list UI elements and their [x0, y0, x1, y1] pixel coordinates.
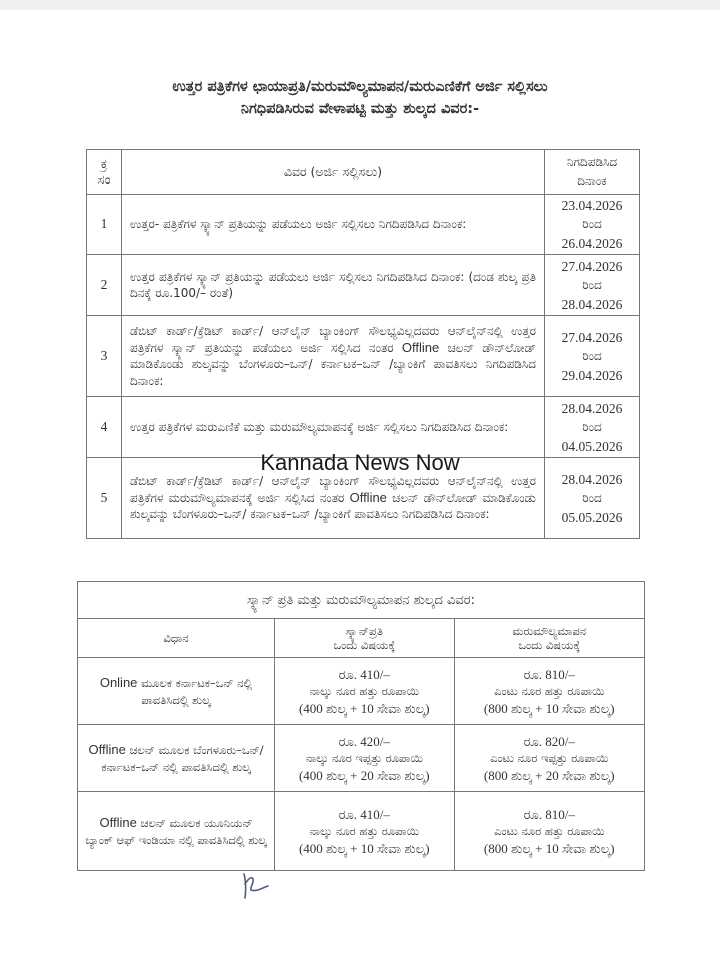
fee-row — [78, 792, 645, 871]
fee-method-text: ಚಲನ್ ಮೂಲಕ ಯೂನಿಯನ್ ಬ್ಯಾಂಕ್ ಆಫ್ ಇಂಡಿಯಾ ನಲ್ಲಿ ಪಾವತಿಸಿದಲ್ಲಿ ಶುಲ್ಕ — [85, 815, 267, 847]
date-mid: ರಿಂದ — [582, 419, 602, 434]
fee-method — [78, 658, 275, 725]
header-date — [545, 150, 640, 195]
date-to: 26.04.2026 — [561, 236, 623, 251]
row-desc-offline: Offline — [349, 489, 387, 505]
header-scan — [275, 619, 454, 658]
row-date — [545, 255, 640, 316]
fee-method — [78, 792, 275, 871]
header-sl-no — [87, 150, 122, 195]
row-desc-part-a: ಡೆಬಿಟ್ ಕಾರ್ಡ್/ಕ್ರೆಡಿಟ್ ಕಾರ್ಡ್/ ಆನ್‌ಲೈನ್ ಬ್ಯಾಂಕಿಂಗ್ ಸೌಲಭ್ಯವಿಲ್ಲದವರು ಆನ್‌ಲೈನ್‌ನಲ್ಲಿ ಉತ್ತರ ಪತ್ರಿಕೆಗಳ ಸ್ಕ್ಯಾನ್ ಪ್ರತಿಯನ್ನು ಪಡೆಯಲು ಅರ್ಜಿ ಸಲ್ಲಿಸಿದ ನಂತರ — [130, 324, 536, 355]
schedule-row — [87, 458, 640, 539]
scan-amount: ರೂ. 410/– — [338, 806, 390, 822]
row-desc: ಉತ್ತರ- ಪತ್ರಿಕೆಗಳ ಸ್ಕ್ಯಾನ್ ಪ್ರತಿಯನ್ನು ಪಡೆಯಲು ಅರ್ಜಿ ಸಲ್ಲಿಸಲು ನಿಗದಿಪಡಿಸಿದ ದಿನಾಂಕ: — [122, 195, 545, 255]
row-desc: ಉತ್ತರ ಪತ್ರಿಕೆಗಳ ಮರುಎಣಿಕೆ ಮತ್ತು ಮರುಮೌಲ್ಯಮಾಪನಕ್ಕೆ ಅರ್ಜಿ ಸಲ್ಲಿಸಲು ನಿಗದಿಪಡಿಸಿದ ದಿನಾಂಕ: — [122, 397, 545, 458]
fee-method-mode: Offline — [88, 741, 126, 757]
schedule-table — [86, 149, 640, 539]
schedule-header-row — [87, 150, 640, 195]
reval-amount: ರೂ. 810/– — [523, 806, 575, 822]
fee-method-mode: Offline — [99, 814, 137, 830]
date-from: 23.04.2026 — [561, 198, 623, 213]
row-desc-part-a: ಡೆಬಿಟ್ ಕಾರ್ಡ್/ಕ್ರೆಡಿಟ್ ಕಾರ್ಡ್/ ಆನ್‌ಲೈನ್ ಬ್ಯಾಂಕಿಂಗ್ ಸೌಲಭ್ಯವಿಲ್ಲದವರು ಆನ್‌ಲೈನ್‌ನಲ್ಲಿ ಉತ್ತರ ಪತ್ರಿಕೆಗಳ ಮರುಮೌಲ್ಯಮಾಪನಕ್ಕೆ ಅರ್ಜಿ ಸಲ್ಲಿಸಿದ ನಂತರ — [130, 474, 536, 505]
fee-reval — [454, 725, 644, 792]
header-reval-line2: ಒಂದು ವಿಷಯಕ್ಕೆ — [518, 638, 581, 652]
header-date-line2: ದಿನಾಂಕ — [577, 174, 607, 188]
row-date — [545, 397, 640, 458]
date-to: 04.05.2026 — [561, 438, 623, 454]
fee-scan — [275, 792, 454, 871]
scan-words: ನಾಲ್ಕು ನೂರ ಹತ್ತು ರೂಪಾಯಿ — [309, 823, 419, 838]
page-title — [80, 76, 640, 120]
date-from: 28.04.2026 — [561, 400, 623, 416]
row-desc — [122, 458, 545, 539]
reval-breakdown: (800 ಶುಲ್ಕ + 10 ಸೇವಾ ಶುಲ್ಕ) — [483, 840, 615, 856]
header-date-line1: ನಿಗದಿಪಡಿಸಿದ — [566, 155, 618, 169]
row-desc-offline: Offline — [401, 339, 440, 355]
date-mid: ರಿಂದ — [582, 490, 602, 505]
date-mid: ರಿಂದ — [582, 277, 602, 292]
reval-amount: ರೂ. 810/– — [523, 666, 575, 682]
row-desc-part-b: ಚಲನ್ ಡೌನ್‌ಲೋಡ್ ಮಾಡಿಕೊಂಡು ಶುಲ್ಕವನ್ನು ಬೆಂಗಳೂರು–ಒನ್/ ಕರ್ನಾಟಕ–ಒನ್ /ಬ್ಯಾಂಕಿಗೆ ಪಾವತಿಸಲು ನಿಗದಿಪಡಿಸಿದ ದಿನಾಂಕ: — [130, 340, 536, 388]
date-mid: ರಿಂದ — [582, 217, 602, 231]
header-details: ವಿವರ (ಅರ್ಜಿ ಸಲ್ಲಿಸಲು) — [122, 150, 545, 195]
fee-method — [78, 725, 275, 792]
header-reval-line1: ಮರುಮೌಲ್ಯಮಾಪನ — [512, 624, 587, 638]
row-sl: 5 — [87, 458, 122, 539]
fee-reval — [454, 658, 644, 725]
reval-breakdown: (800 ಶುಲ್ಕ + 20 ಸೇವಾ ಶುಲ್ಕ) — [483, 767, 615, 783]
reval-breakdown: (800 ಶುಲ್ಕ + 10 ಸೇವಾ ಶುಲ್ಕ) — [483, 700, 615, 716]
row-sl: 3 — [87, 316, 122, 397]
row-sl: 4 — [87, 397, 122, 458]
schedule-row — [87, 255, 640, 316]
scan-breakdown: (400 ಶುಲ್ಕ + 10 ಸೇವಾ ಶುಲ್ಕ) — [298, 840, 430, 856]
title-line-1: ಉತ್ತರ ಪತ್ರಿಕೆಗಳ ಛಾಯಾಪ್ರತಿ/ಮರುಮೌಲ್ಯಮಾಪನ/ಮರುಎಣಿಕೆಗೆ ಅರ್ಜಿ ಸಲ್ಲಿಸಲು — [172, 79, 548, 95]
header-method: ವಿಧಾನ — [78, 619, 275, 658]
fee-row — [78, 658, 645, 725]
row-date — [545, 316, 640, 397]
fee-scan — [275, 658, 454, 725]
reval-words: ಎಂಟು ನೂರ ಹತ್ತು ರೂಪಾಯಿ — [494, 683, 605, 698]
row-desc — [122, 316, 545, 397]
schedule-row — [87, 316, 640, 397]
header-sl-line2: ಸಂ — [97, 172, 111, 187]
fee-caption-row — [78, 582, 645, 619]
scan-amount: ರೂ. 410/– — [338, 666, 390, 682]
reval-amount: ರೂ. 820/– — [523, 733, 575, 749]
scan-words: ನಾಲ್ಕು ನೂರ ಇಪ್ಪತ್ತು ರೂಪಾಯಿ — [305, 750, 423, 765]
date-to: 05.05.2026 — [561, 509, 623, 525]
scan-words: ನಾಲ್ಕು ನೂರ ಹತ್ತು ರೂಪಾಯಿ — [309, 683, 419, 698]
date-from: 27.04.2026 — [561, 329, 623, 345]
date-from: 28.04.2026 — [561, 471, 623, 487]
row-desc-part-b: ಚಲನ್ ಡೌನ್‌ಲೋಡ್ ಮಾಡಿಕೊಂಡು ಶುಲ್ಕವನ್ನು ಬೆಂಗಳೂರು–ಒನ್/ ಕರ್ನಾಟಕ–ಒನ್ /ಬ್ಯಾಂಕಿಗೆ ಪಾವತಿಸಲು ನಿಗದಿಪಡಿಸಿದ ದಿನಾಂಕ: — [130, 490, 536, 522]
header-scan-line2: ಒಂದು ವಿಷಯಕ್ಕೆ — [333, 638, 396, 652]
header-scan-line1: ಸ್ಕ್ಯಾನ್‌ಪ್ರತಿ — [345, 624, 383, 638]
top-margin-bar — [0, 0, 720, 10]
scan-amount: ರೂ. 420/– — [338, 733, 390, 749]
fee-row — [78, 725, 645, 792]
date-mid: ರಿಂದ — [582, 348, 602, 363]
fee-caption: ಸ್ಕ್ಯಾನ್ ಪ್ರತಿ ಮತ್ತು ಮರುಮೌಲ್ಯಮಾಪನ ಶುಲ್ಕದ ವಿವರ: — [78, 582, 645, 619]
row-date — [545, 195, 640, 255]
reval-words: ಎಂಟು ನೂರ ಹತ್ತು ರೂಪಾಯಿ — [494, 823, 605, 838]
header-reval — [454, 619, 644, 658]
fee-method-mode: Online — [99, 674, 138, 690]
signature-mark — [238, 870, 274, 900]
reval-words: ಎಂಟು ನೂರ ಇಪ್ಪತ್ತು ರೂಪಾಯಿ — [490, 750, 609, 765]
scan-breakdown: (400 ಶುಲ್ಕ + 10 ಸೇವಾ ಶುಲ್ಕ) — [298, 700, 430, 716]
watermark-text: Kannada News Now — [260, 450, 460, 475]
schedule-row — [87, 397, 640, 458]
date-to: 29.04.2026 — [561, 367, 623, 383]
date-from: 27.04.2026 — [561, 258, 623, 274]
fee-method-text: ಮೂಲಕ ಕರ್ನಾಟಕ–ಒನ್ ನಲ್ಲಿ ಪಾವತಿಸಿದಲ್ಲಿ ಶುಲ್ಕ — [141, 675, 253, 707]
fee-table — [77, 581, 645, 871]
title-line-2: ನಿಗಧಿಪಡಿಸಿರುವ ವೇಳಾಪಟ್ಟಿ ಮತ್ತು ಶುಲ್ಕದ ವಿವರ:- — [240, 101, 480, 117]
fee-header-row — [78, 619, 645, 658]
row-date — [545, 458, 640, 539]
row-sl: 1 — [87, 195, 122, 255]
row-desc: ಉತ್ತರ ಪತ್ರಿಕೆಗಳ ಸ್ಕ್ಯಾನ್ ಪ್ರತಿಯನ್ನು ಪಡೆಯಲು ಅರ್ಜಿ ಸಲ್ಲಿಸಲು ನಿಗದಿಪಡಿಸಿದ ದಿನಾಂಕ: (ದಂಡ ಶುಲ್ಕ ಪ್ರತಿ ದಿನಕ್ಕೆ ರೂ.100/– ರಂತೆ) — [122, 255, 545, 316]
row-sl: 2 — [87, 255, 122, 316]
date-to: 28.04.2026 — [561, 296, 623, 312]
fee-scan — [275, 725, 454, 792]
fee-method-text: ಚಲನ್ ಮೂಲಕ ಬೆಂಗಳೂರು–ಒನ್/ಕರ್ನಾಟಕ–ಒನ್ ನಲ್ಲಿ ಪಾವತಿಸಿದಲ್ಲಿ ಶುಲ್ಕ — [101, 742, 264, 774]
scan-breakdown: (400 ಶುಲ್ಕ + 20 ಸೇವಾ ಶುಲ್ಕ) — [298, 767, 430, 783]
fee-reval — [454, 792, 644, 871]
header-sl-line1: ಕ್ರ — [100, 156, 108, 171]
schedule-row — [87, 195, 640, 255]
